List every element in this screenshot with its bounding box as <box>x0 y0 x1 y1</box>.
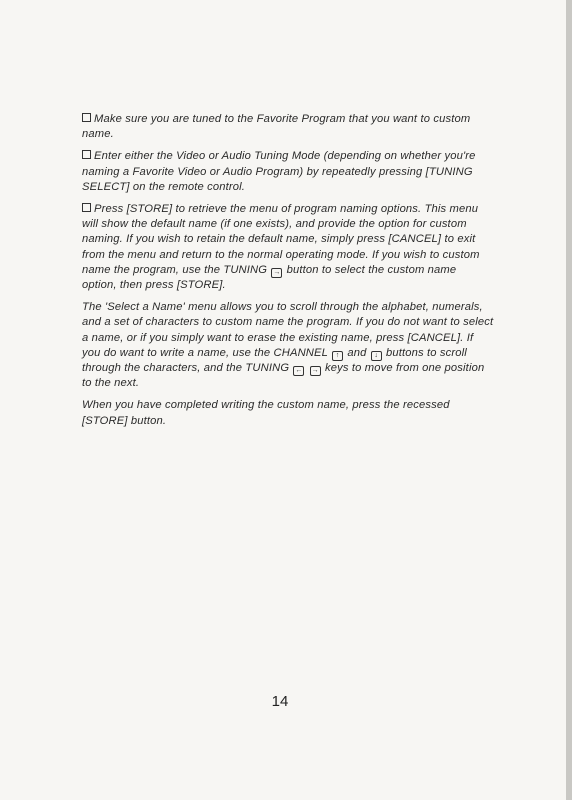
tuning-right-arrow-icon: → <box>273 268 281 276</box>
select-name-text-a: The 'Select a Name' menu allows you to scroll through the alphabet, numerals, and a set of characters to custom name the program. If you do not want to select a name, or if you simply want to erase the existing name, press [CANCEL]. If you do want to write a name, use the CHANNEL <box>82 301 494 359</box>
checkbox-icon <box>82 150 91 159</box>
checkbox-icon <box>82 113 91 122</box>
tuning-left-arrow-icon: ← <box>295 367 303 375</box>
select-name-text-d: keys to move from one position to the next. <box>82 362 485 390</box>
select-name-text-c: buttons to scroll through the characters, and the TUNING <box>82 346 467 375</box>
instruction-step-3 <box>82 202 494 293</box>
channel-up-arrow-icon: ↑ <box>332 351 343 361</box>
tuning-right-arrow-icon: → <box>311 367 319 375</box>
final-paragraph <box>82 398 494 428</box>
instruction-step-2-text: Enter either the Video or Audio Tuning Mode (depending on whether you're naming a Favorite Video or Audio Program) by repeatedly pressing [TUNING SELECT] on the remote control. <box>82 150 476 193</box>
instruction-step-1 <box>82 112 494 142</box>
instruction-step-1-text: Make sure you are tuned to the Favorite Program that you want to custom name. <box>82 113 471 141</box>
instruction-step-2 <box>82 149 494 195</box>
final-text: When you have completed writing the custom name, press the recessed [STORE] button. <box>82 399 450 427</box>
page-number: 14 <box>271 693 289 710</box>
channel-down-arrow-icon: ↓ <box>371 351 382 361</box>
instruction-step-3-text-a: Press [STORE] to retrieve the menu of program naming options. This menu will show the default name (if one exists), and provide the option for custom naming. If you wish to retain the default name, simply press [CANCEL] to exit from the menu and return to the normal operating mode. If you wish to custom name the program, use the TUNING <box>82 203 480 276</box>
instruction-step-3-text-b: button to select the custom name option, then press [STORE]. <box>82 263 457 292</box>
page-content <box>82 112 494 436</box>
select-name-paragraph <box>82 300 494 391</box>
select-name-text-b: and <box>347 346 367 359</box>
checkbox-icon <box>82 203 91 212</box>
